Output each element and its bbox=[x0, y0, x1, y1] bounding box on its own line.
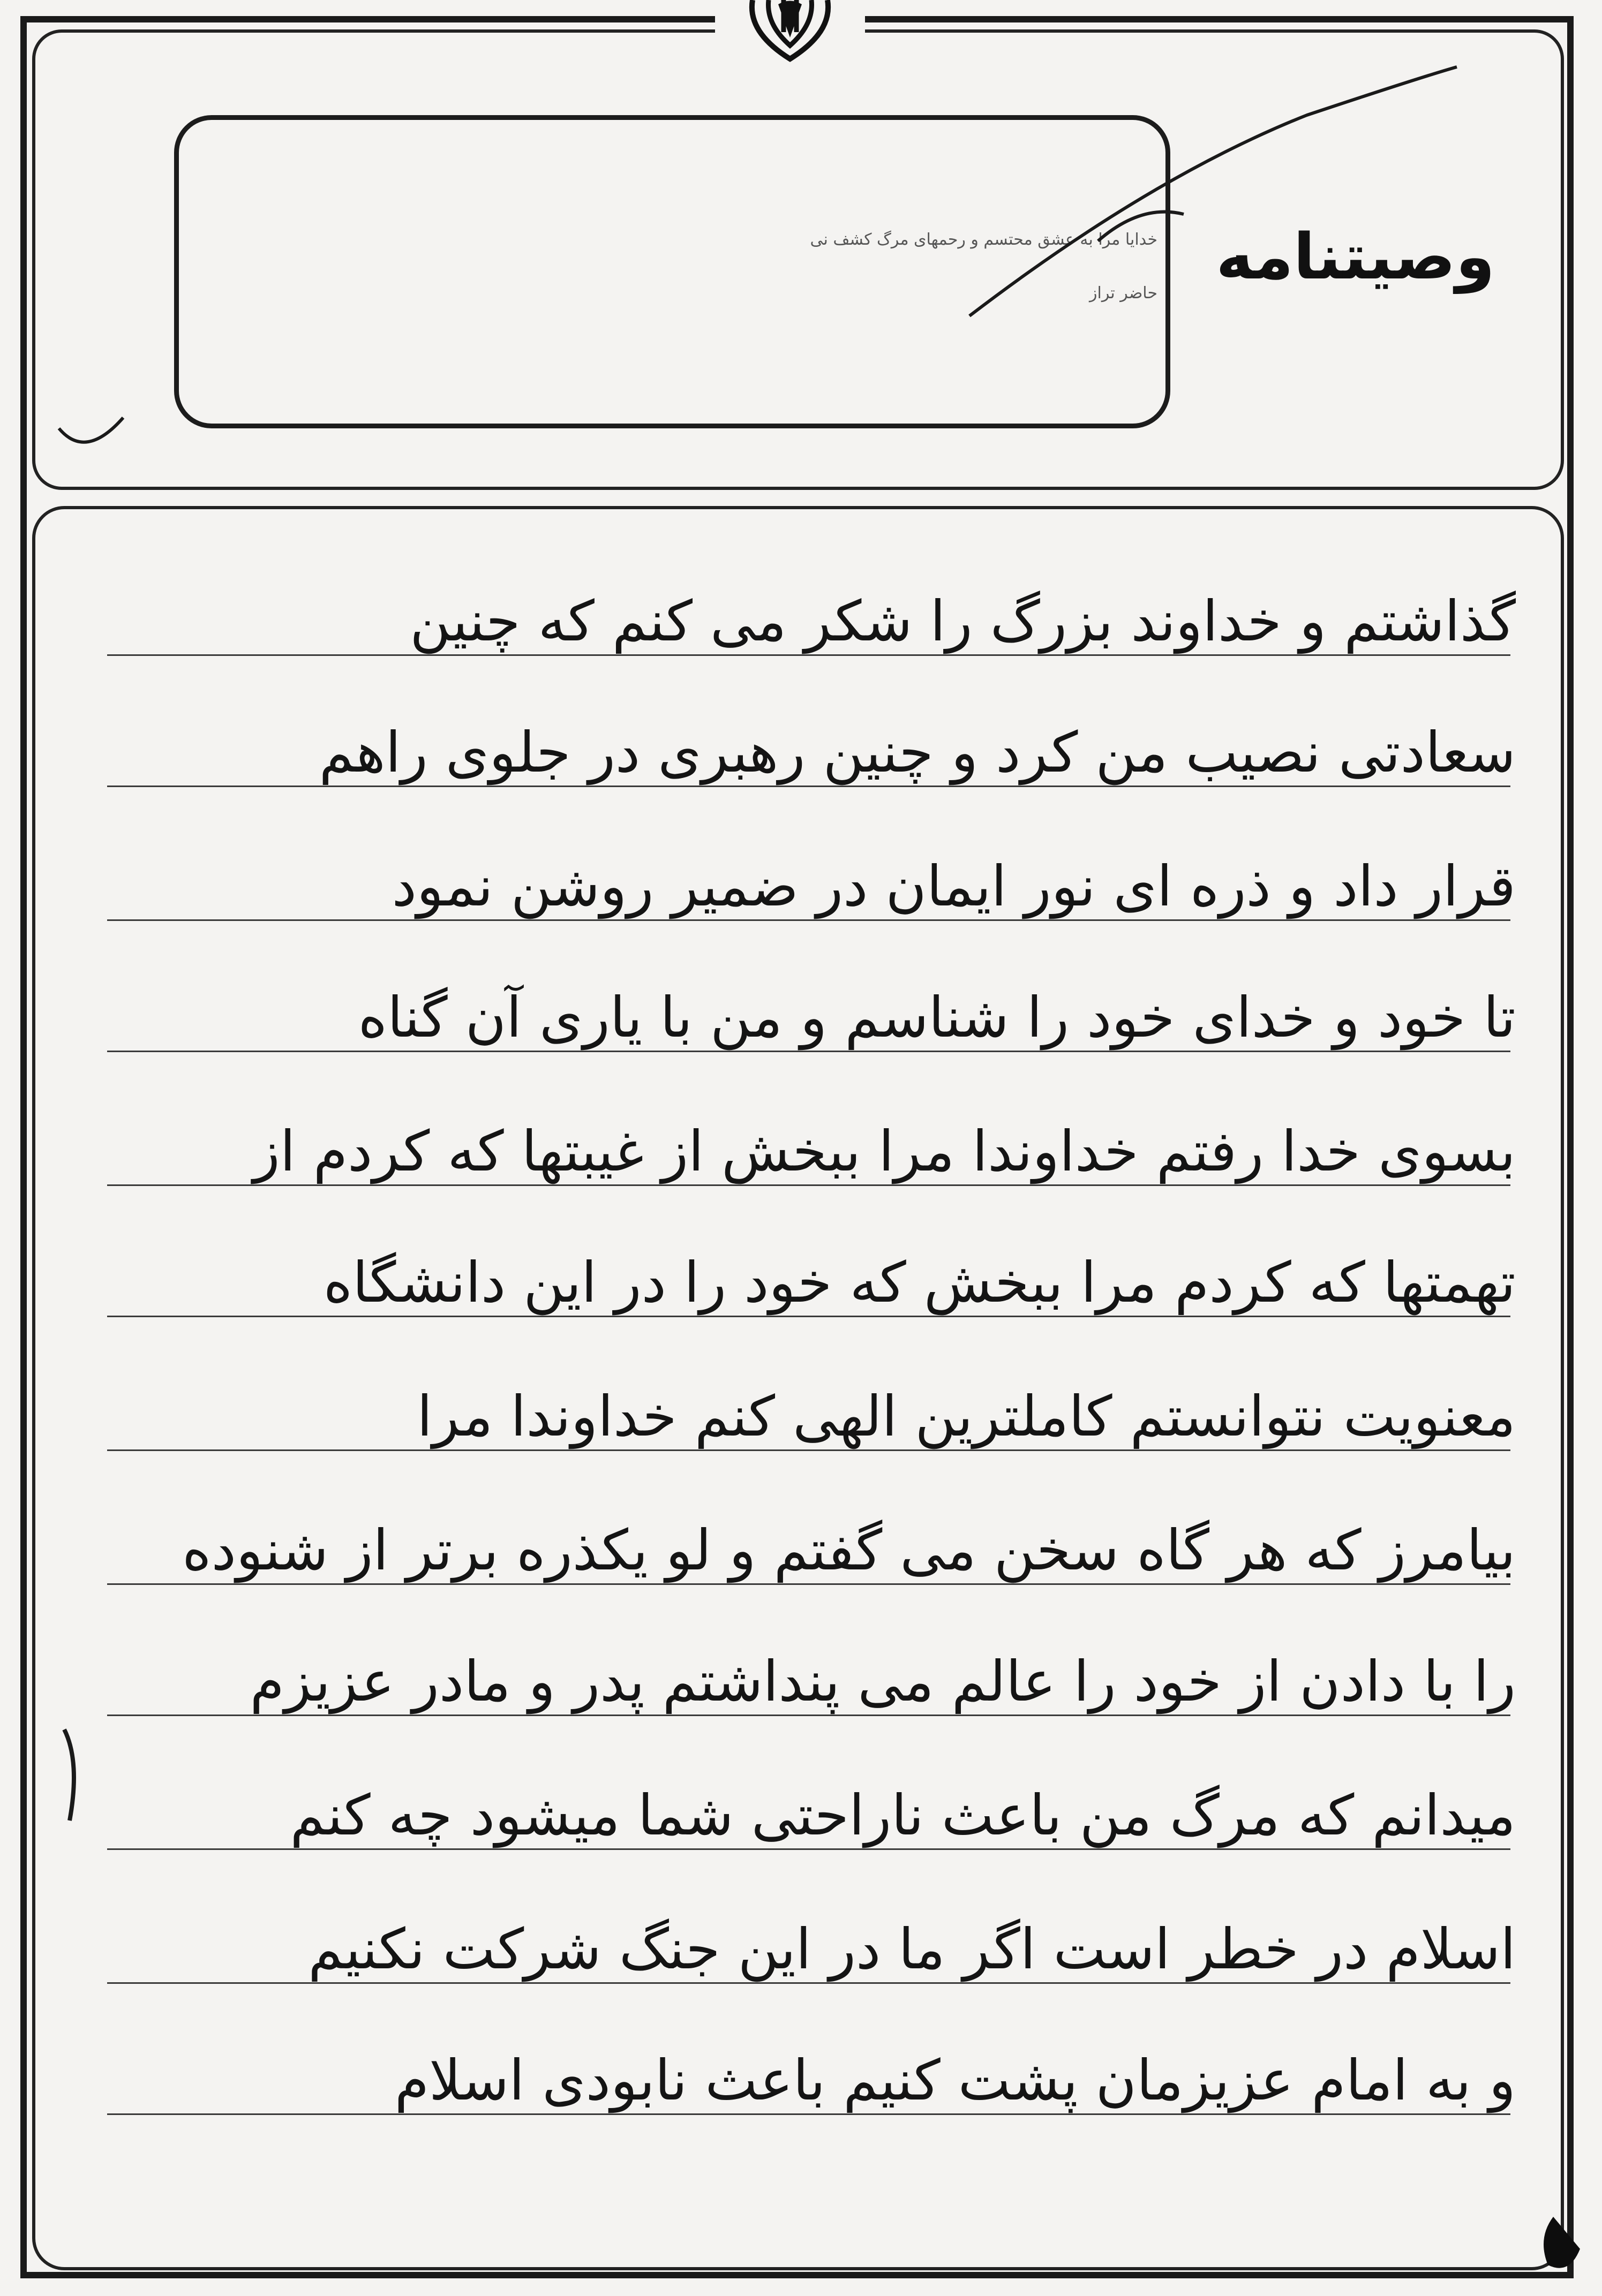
line-text: سعادتی نصیب من کرد و چنین رهبری در جلوی راهم bbox=[319, 720, 1516, 785]
pen-stroke bbox=[969, 67, 1457, 316]
line-text: اسلام در خطر است اگر ما در این جنگ شرکت نکنیم bbox=[308, 1916, 1516, 1982]
line-text: بسوی خدا رفتم خداوندا مرا ببخش از غیبتها که کردم از bbox=[253, 1119, 1516, 1184]
line-text: گذاشتم و خداوند بزرگ را شکر می کنم که چنین bbox=[410, 588, 1516, 654]
document-title: وصیتنامه bbox=[1216, 220, 1495, 293]
line-text: معنویت نتوانستم کاملترین الهی کنم خداوندا مرا bbox=[417, 1384, 1516, 1449]
line-text: را با دادن از خود را عالم می پنداشتم پدر و مادر عزیزم bbox=[250, 1649, 1516, 1714]
pen-stroke bbox=[64, 1729, 74, 1821]
printed-text-line: خدایا مرا به عشق محتسم و رحمهای مرگ کشف نی bbox=[810, 230, 1157, 249]
line-text: قرار داد و ذره ای نور ایمان در ضمیر روشن نمود bbox=[392, 854, 1516, 919]
line-text: میدانم که مرگ من باعث ناراحتی شما میشود چه کنم bbox=[290, 1783, 1516, 1848]
pen-stroke bbox=[59, 418, 123, 442]
line-text: بیامرز که هر گاه سخن می گفتم و لو یکذره برتر از شنوده bbox=[182, 1517, 1516, 1583]
printed-text-line: حاضر تراز bbox=[1089, 284, 1157, 303]
line-text: تهمتها که کردم مرا ببخش که خود را در این دانشگاه bbox=[323, 1250, 1516, 1315]
line-text: تا خود و خدای خود را شناسم و من با یاری آن گناه bbox=[358, 985, 1516, 1050]
ink-blot bbox=[1544, 2217, 1580, 2268]
line-text: و به امام عزیزمان پشت کنیم باعث نابودی اسلام bbox=[394, 2048, 1516, 2113]
